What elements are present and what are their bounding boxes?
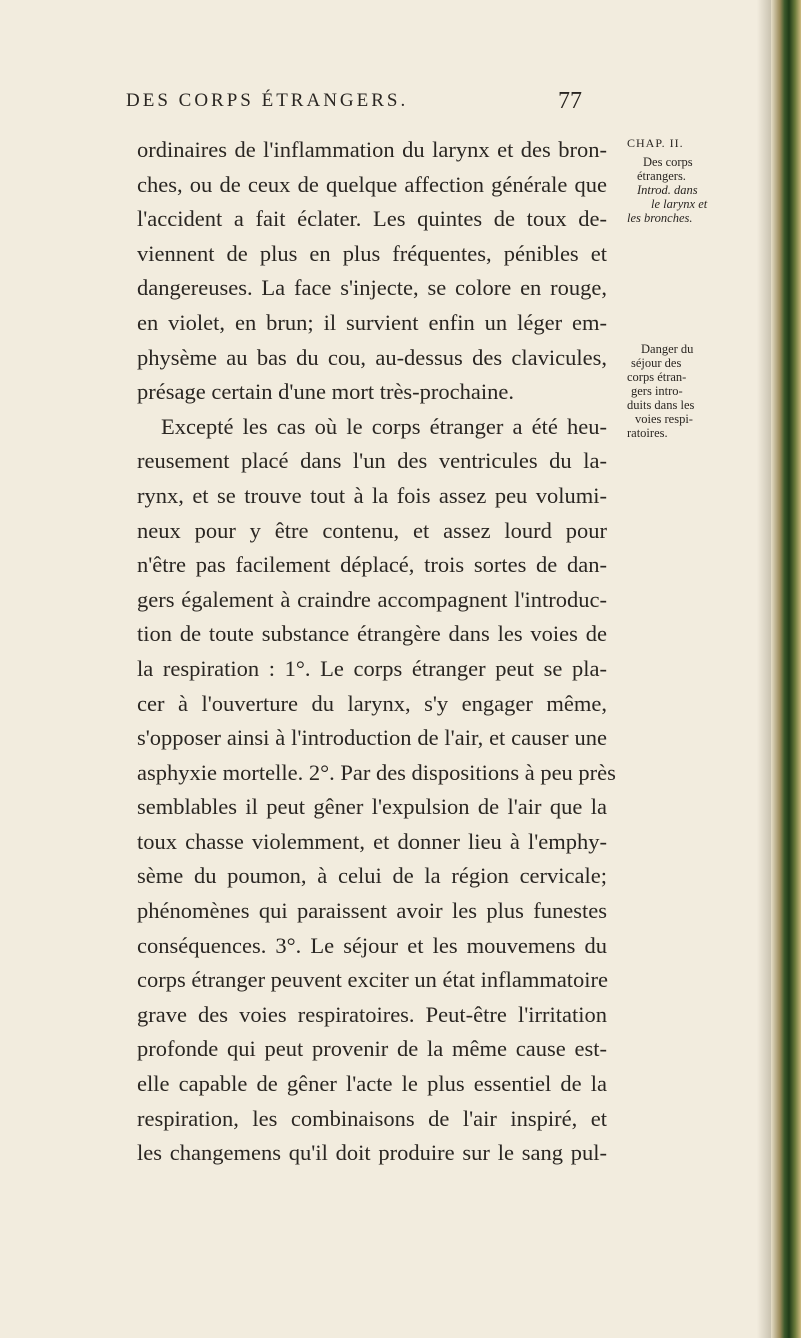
margin-note-foreign-bodies — [627, 155, 737, 225]
margin-note-line: le larynx et — [651, 197, 708, 211]
text-line: conséquences. 3°. Le séjour et les mouvemens du — [137, 932, 607, 958]
text-line: elle capable de gêner l'acte le plus essentiel de la — [137, 1071, 607, 1097]
text-line: les changemens qu'il doit produire sur le sang pul- — [137, 1140, 607, 1166]
page-number: 77 — [558, 88, 582, 114]
margin-notes — [627, 136, 737, 440]
margin-note-danger — [627, 342, 694, 440]
text-line: ches, ou de ceux de quelque affection générale que — [137, 171, 607, 197]
margin-note-line: voies respi- — [635, 412, 693, 426]
book-spine-edge — [771, 0, 801, 1338]
text-line: physème au bas du cou, au-dessus des clavicules, — [137, 344, 607, 370]
text-line: ordinaires de l'inflammation du larynx et des bron- — [137, 137, 607, 162]
page-header — [126, 90, 626, 120]
text-line: l'accident a fait éclater. Les quintes de toux de- — [137, 206, 607, 232]
text-line: présage certain d'une mort très-prochaine. — [137, 379, 515, 405]
text-line: semblables il peut gêner l'expulsion de l'air que la — [137, 794, 607, 820]
margin-note-line: séjour des — [631, 356, 682, 370]
text-line: gers également à craindre accompagnent l'introduc- — [137, 586, 607, 612]
text-line: dangereuses. La face s'injecte, se colore en rouge, — [137, 275, 607, 301]
text-line: tion de toute substance étrangère dans les voies de — [137, 621, 607, 647]
text-line: s'opposer ainsi à l'introduction de l'air, et causer une — [137, 725, 607, 751]
text-line: profonde qui peut provenir de la même cause est- — [137, 1036, 607, 1062]
margin-note-line: Des corps — [643, 155, 693, 169]
body-text — [137, 133, 616, 1171]
text-line: neux pour y être contenu, et assez lourd pour — [137, 517, 607, 543]
text-line: sème du poumon, à celui de la région cervicale; — [137, 863, 607, 889]
text-line: phénomènes qui paraissent avoir les plus funestes — [137, 898, 607, 924]
text-line: corps étranger peuvent exciter un état inflammatoire — [137, 967, 609, 993]
page-gutter-shadow — [757, 0, 771, 1338]
margin-note-line: ratoires. — [627, 426, 668, 440]
text-line: toux chasse violemment, et donner lieu à l'emphy- — [137, 828, 607, 854]
text-line: cer à l'ouverture du larynx, s'y engager même, — [137, 690, 607, 716]
margin-note-line: étrangers. — [637, 169, 686, 183]
margin-note-line: gers intro- — [631, 384, 683, 398]
text-line: n'être pas facilement déplacé, trois sortes de dan- — [137, 552, 607, 578]
text-line: Excepté les cas où le corps étranger a été heu- — [161, 413, 607, 439]
running-title: DES CORPS ÉTRANGERS. — [126, 90, 409, 111]
text-line: la respiration : 1°. Le corps étranger peut se pla- — [137, 655, 607, 681]
text-line: reusement placé dans l'un des ventricules du la- — [137, 448, 607, 474]
text-line: grave des voies respiratoires. Peut-être l'irritation — [137, 1001, 607, 1027]
margin-note-line: corps étran- — [627, 370, 687, 384]
text-line: rynx, et se trouve tout à la fois assez peu volumi- — [137, 482, 607, 508]
text-line: respiration, les combinaisons de l'air inspiré, et — [137, 1105, 607, 1131]
text-line: viennent de plus en plus fréquentes, pénibles et — [137, 240, 607, 266]
text-line: asphyxie mortelle. 2°. Par des dispositions à peu près — [137, 759, 616, 785]
text-line: en violet, en brun; il survient enfin un léger em- — [137, 309, 607, 335]
margin-note-line: Introd. dans — [637, 183, 698, 197]
margin-note-line: Danger du — [641, 342, 694, 356]
margin-note-line: duits dans les — [627, 398, 695, 412]
margin-note-line: les bronches. — [627, 211, 693, 225]
chapter-marker: CHAP. II. — [627, 136, 684, 150]
